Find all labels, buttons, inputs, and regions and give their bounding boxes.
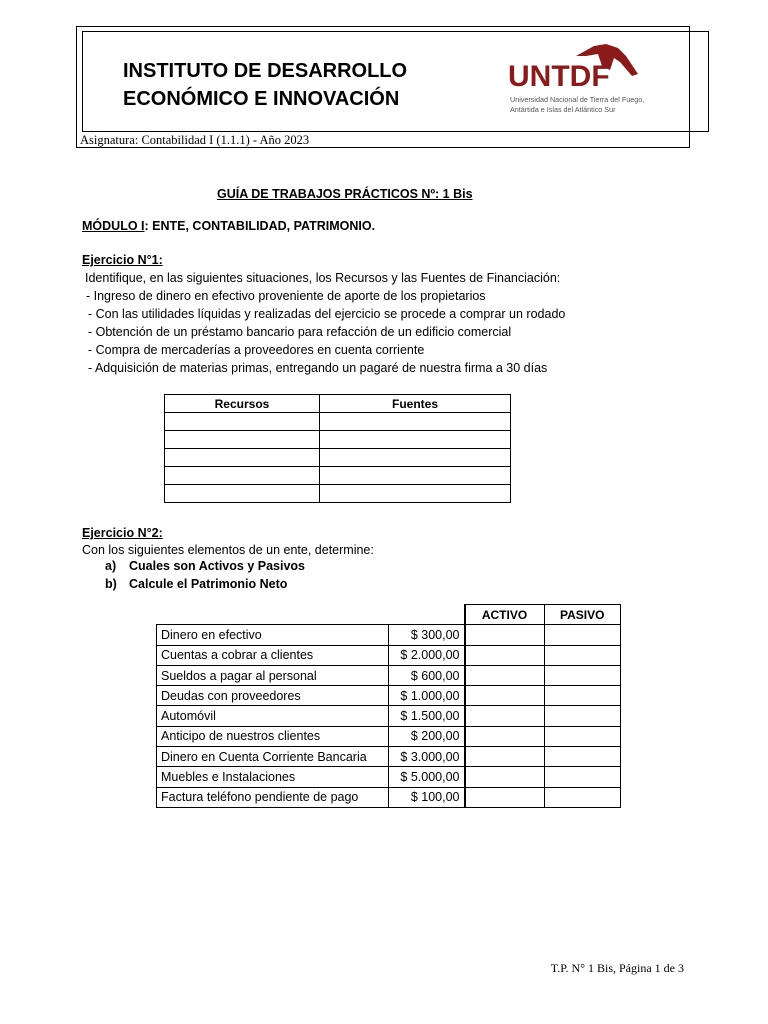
row-item: Factura teléfono pendiente de pago — [157, 787, 389, 807]
table-cell — [544, 767, 621, 787]
ex1-title: Ejercicio N°1: — [82, 253, 163, 267]
col-pasivo: PASIVO — [544, 605, 621, 625]
table-cell — [320, 449, 511, 467]
logo-subtitle-1: Universidad Nacional de Tierra del Fuego, — [510, 95, 645, 104]
row-item: Deudas con proveedores — [157, 686, 389, 706]
table-cell — [465, 726, 545, 746]
table-row — [157, 747, 621, 767]
table-header-row — [165, 395, 511, 413]
table-row — [157, 665, 621, 685]
table-cell — [320, 413, 511, 431]
row-amount: $ 5.000,00 — [389, 767, 465, 787]
table-cell — [544, 645, 621, 665]
institute-name-line1: INSTITUTO DE DESARROLLO — [123, 60, 408, 82]
row-item: Cuentas a cobrar a clientes — [157, 645, 389, 665]
row-item: Dinero en Cuenta Corriente Bancaria — [157, 747, 389, 767]
row-item: Dinero en efectivo — [157, 625, 389, 645]
table-row — [157, 706, 621, 726]
table-cell — [465, 706, 545, 726]
table-cell — [544, 706, 621, 726]
ex1-item: - Ingreso de dinero en efectivo proveniente de aporte de los propietarios — [86, 289, 486, 303]
logo-text: UNTDF — [508, 60, 610, 93]
table-cell — [465, 625, 545, 645]
ex2-task-a: Cuales son Activos y Pasivos — [129, 559, 306, 573]
table-header-row — [157, 605, 621, 625]
elements-table — [156, 604, 621, 808]
table-cell — [389, 605, 465, 625]
row-amount: $ 2.000,00 — [389, 645, 465, 665]
resources-table — [164, 394, 511, 503]
table-row — [165, 413, 511, 431]
table-row — [165, 449, 511, 467]
institute-name — [123, 57, 407, 113]
module-heading — [82, 217, 375, 235]
table-cell — [165, 485, 320, 503]
table-row — [157, 645, 621, 665]
institute-name-line2: ECONÓMICO E INNOVACIÓN — [123, 88, 400, 110]
row-item: Muebles e Instalaciones — [157, 767, 389, 787]
table-cell — [465, 747, 545, 767]
row-item: Anticipo de nuestros clientes — [157, 726, 389, 746]
row-amount: $ 1.500,00 — [389, 706, 465, 726]
table-cell — [544, 726, 621, 746]
table-row — [157, 686, 621, 706]
ex2-task-b: Calcule el Patrimonio Neto — [129, 577, 288, 591]
row-amount: $ 100,00 — [389, 787, 465, 807]
table-cell — [465, 686, 545, 706]
subject-line: Asignatura: Contabilidad I (1.1.1) - Año 2023 — [80, 133, 310, 147]
module-text: : ENTE, CONTABILIDAD, PATRIMONIO. — [144, 219, 376, 233]
row-amount: $ 300,00 — [389, 625, 465, 645]
row-amount: $ 1.000,00 — [389, 686, 465, 706]
table-cell — [320, 485, 511, 503]
ex2-title: Ejercicio N°2: — [82, 526, 163, 540]
row-item: Sueldos a pagar al personal — [157, 665, 389, 685]
table-row — [157, 787, 621, 807]
table-cell — [157, 605, 389, 625]
table-cell — [544, 747, 621, 767]
module-label: MÓDULO I — [82, 219, 145, 233]
col-fuentes: Fuentes — [320, 395, 511, 413]
row-amount: $ 3.000,00 — [389, 747, 465, 767]
table-row — [165, 431, 511, 449]
table-cell — [165, 431, 320, 449]
table-row — [157, 726, 621, 746]
table-row — [165, 485, 511, 503]
table-cell — [465, 665, 545, 685]
table-cell — [165, 467, 320, 485]
ex1-item: - Obtención de un préstamo bancario para refacción de un edificio comercial — [88, 325, 512, 339]
table-cell — [465, 787, 545, 807]
page-footer: T.P. N° 1 Bis, Página 1 de 3 — [550, 961, 684, 975]
table-cell — [320, 467, 511, 485]
ex1-item: - Adquisición de materias primas, entregando un pagaré de nuestra firma a 30 días — [88, 361, 548, 375]
ex1-item: - Con las utilidades líquidas y realizadas del ejercicio se procede a comprar un rodado — [88, 307, 566, 321]
guide-title: GUÍA DE TRABAJOS PRÁCTICOS Nº: 1 Bis — [217, 187, 473, 201]
table-cell — [320, 431, 511, 449]
ex1-intro: Identifique, en las siguientes situaciones, los Recursos y las Fuentes de Financiación: — [85, 271, 561, 285]
ex2-task-b-marker: b) — [105, 577, 117, 591]
ex1-item: - Compra de mercaderías a proveedores en cuenta corriente — [88, 343, 425, 357]
table-cell — [544, 787, 621, 807]
row-item: Automóvil — [157, 706, 389, 726]
table-cell — [544, 686, 621, 706]
row-amount: $ 200,00 — [389, 726, 465, 746]
table-cell — [544, 665, 621, 685]
table-row — [157, 625, 621, 645]
untdf-logo — [506, 40, 656, 120]
logo-subtitle-2: Antártida e Islas del Atlántico Sur — [510, 105, 616, 114]
table-cell — [465, 645, 545, 665]
table-cell — [165, 413, 320, 431]
table-cell — [544, 625, 621, 645]
table-cell — [465, 767, 545, 787]
table-row — [157, 767, 621, 787]
col-activo: ACTIVO — [465, 605, 545, 625]
ex2-intro: Con los siguientes elementos de un ente, determine: — [82, 543, 374, 557]
col-recursos: Recursos — [165, 395, 320, 413]
row-amount: $ 600,00 — [389, 665, 465, 685]
ex2-task-a-marker: a) — [105, 559, 117, 573]
table-cell — [165, 449, 320, 467]
table-row — [165, 467, 511, 485]
